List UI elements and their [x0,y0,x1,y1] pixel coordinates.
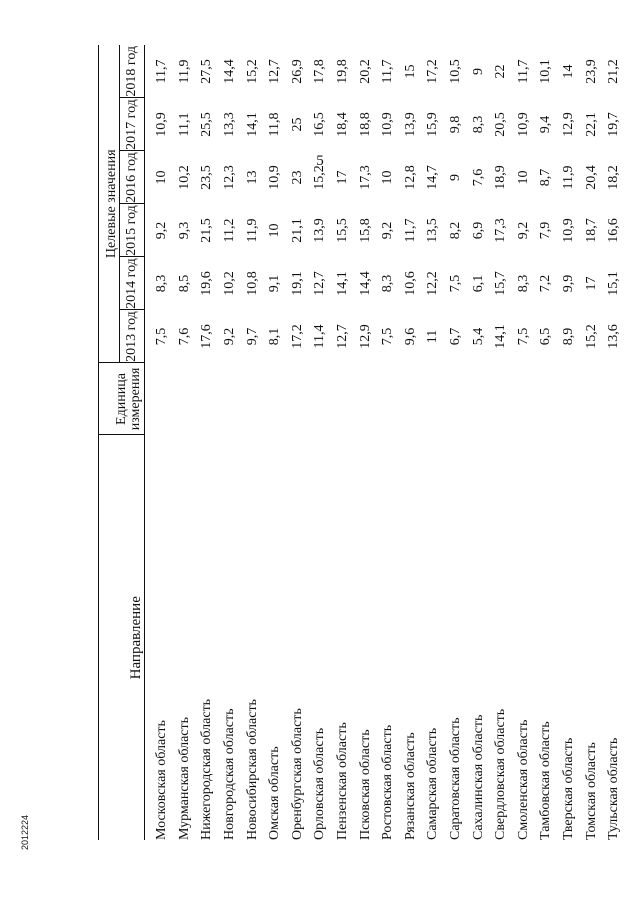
region-name: Томская область [583,742,599,840]
target-value-cell: 15,9 [425,112,441,137]
target-value-cell: 10,2 [176,165,192,190]
target-value-cell: 19,8 [335,59,351,84]
unit-cell [535,363,558,435]
target-value-cell: 10,9 [560,218,576,243]
target-value-cell: 14,1 [244,112,260,137]
target-value-cell: 17,3 [357,165,373,190]
region-name: Саратовская область [448,717,464,840]
target-value-cell: 9,2 [515,221,531,240]
target-value-cell: 9 [448,174,464,181]
target-value-cell: 10,8 [244,271,260,296]
region-name: Омская область [267,746,283,840]
target-value-cell: 19,6 [199,271,215,296]
region-name: Сахалинская область [470,714,486,840]
target-value-cell: 9,2 [154,221,170,240]
target-value-cell: 13,5 [425,218,441,243]
target-value-cell: 8,3 [380,274,396,293]
region-name: Псковская область [357,729,373,840]
target-value-cell: 27,5 [199,59,215,84]
target-value-cell: 5,4 [470,327,486,346]
region-name: Тульская область [606,737,622,840]
region-name: Свердловская область [493,708,509,840]
target-value-cell: 21,2 [606,59,622,84]
target-value-cell: 11,4 [312,324,328,349]
target-value-cell: 16,6 [606,218,622,243]
target-value-cell: 9 [470,68,486,75]
target-value-cell: 10,9 [267,165,283,190]
target-value-cell: 26,9 [289,59,305,84]
target-value-cell: 7,6 [176,327,192,346]
target-value-cell: 18,7 [583,218,599,243]
target-value-cell: 15,1 [606,271,622,296]
target-value-cell: 17,6 [199,324,215,349]
year-header: 2015 год [120,204,145,257]
target-value-cell: 9,2 [380,221,396,240]
region-name: Оренбургская область [289,708,305,840]
year-header: 2014 год [120,257,145,310]
table-row [174,45,197,840]
target-value-cell: 8,7 [538,168,554,187]
target-value-cell: 17,8 [312,59,328,84]
table-row [580,45,603,840]
target-value-cell: 10,9 [380,112,396,137]
target-value-cell: 18,9 [493,165,509,190]
region-name: Новосибирская область [244,699,260,840]
target-value-cell: 15,2 [244,59,260,84]
target-value-cell: 6,5 [538,327,554,346]
region-name: Орловская область [312,727,328,840]
year-header: 2013 год [120,310,145,363]
table-row [467,45,490,840]
target-value-cell: 11,7 [515,59,531,84]
target-value-cell: 7,6 [470,168,486,187]
target-value-cell: 8,1 [267,327,283,346]
target-value-cell: 8,9 [560,327,576,346]
target-value-cell: 9,7 [244,327,260,346]
unit-cell [603,363,626,435]
table-row [145,45,174,840]
target-value-cell: 13,9 [402,112,418,137]
unit-cell [445,363,468,435]
table-body [145,45,626,840]
target-value-cell: 25,5 [199,112,215,137]
target-value-cell: 15,8 [357,218,373,243]
table-row [354,45,377,840]
target-value-cell: 20,4 [583,165,599,190]
target-value-cell: 11,7 [154,59,170,84]
target-value-cell: 9,8 [448,115,464,134]
target-value-cell: 11,9 [560,165,576,190]
target-value-cell: 9,6 [402,327,418,346]
target-value-cell: 12,7 [267,59,283,84]
target-value-cell: 21,5 [199,218,215,243]
target-value-cell: 12,3 [222,165,238,190]
target-value-cell: 6,1 [470,274,486,293]
unit-cell [174,363,197,435]
column-header-direction: Направление [99,435,145,840]
table-row [377,45,400,840]
region-name: Самарская область [425,727,441,840]
target-value-cell: 14,1 [493,324,509,349]
table-row [219,45,242,840]
target-value-cell: 7,5 [515,327,531,346]
target-value-cell: 18,8 [357,112,373,137]
unit-cell [422,363,445,435]
column-header-unit: Единица измерения [99,363,145,435]
target-value-cell: 25 [289,117,305,132]
document-code: 2012224 [20,814,30,850]
target-value-cell: 13,9 [312,218,328,243]
target-value-cell: 13,3 [222,112,238,137]
region-name: Московская область [154,720,170,840]
target-value-cell: 7,5 [448,274,464,293]
unit-cell [513,363,536,435]
target-value-cell: 15,5 [335,218,351,243]
target-value-cell: 11,7 [380,59,396,84]
unit-cell [145,363,174,435]
target-value-cell: 23,5 [199,165,215,190]
unit-cell [219,363,242,435]
target-value-cell: 21,1 [289,218,305,243]
target-value-cell: 15,7 [493,271,509,296]
unit-cell [580,363,603,435]
target-value-cell: 10,9 [154,112,170,137]
target-value-cell: 10 [515,170,531,185]
target-value-cell: 8,3 [470,115,486,134]
target-value-cell: 6,9 [470,221,486,240]
target-value-cell: 9,2 [222,327,238,346]
year-header: 2016 год [120,151,145,204]
target-value-cell: 10,2 [222,271,238,296]
target-value-cell: 7,5 [154,327,170,346]
region-name: Ростовская область [380,724,396,840]
table-row [309,45,332,840]
year-header: 2017 год [120,98,145,151]
target-value-cell: 8,2 [448,221,464,240]
table-row [445,45,468,840]
target-value-cell: 10,6 [402,271,418,296]
target-value-cell: 9,4 [538,115,554,134]
target-value-cell: 11,9 [176,59,192,84]
table-row [422,45,445,840]
target-value-cell: 22 [493,64,509,79]
table-row [490,45,513,840]
table-row [513,45,536,840]
target-value-cell: 17 [583,276,599,291]
target-value-cell: 10 [267,223,283,238]
target-value-cell: 16,5 [312,112,328,137]
target-value-cell: 14,1 [335,271,351,296]
region-name: Нижегородская область [199,698,215,840]
target-value-cell: 17,3 [493,218,509,243]
unit-cell [309,363,332,435]
target-values-table [98,45,625,840]
target-value-cell: 13,6 [606,324,622,349]
target-value-cell: 18,4 [335,112,351,137]
year-header: 2018 год [120,45,145,98]
target-value-cell: 20,2 [357,59,373,84]
region-name: Смоленская область [515,719,531,840]
target-value-cell: 12,9 [560,112,576,137]
target-value-cell: 10,5 [448,59,464,84]
unit-cell [354,363,377,435]
target-value-cell: 11,7 [402,218,418,243]
target-value-cell: 12,7 [312,271,328,296]
target-value-cell: 7,2 [538,274,554,293]
unit-cell [264,363,287,435]
target-value-cell: 8,5 [176,274,192,293]
target-value-cell: 7,9 [538,221,554,240]
target-value-cell: 12,7 [335,324,351,349]
target-value-cell: 10 [154,170,170,185]
page-number: 5 [316,153,324,169]
table-row [558,45,581,840]
target-value-cell: 14,4 [222,59,238,84]
unit-cell [377,363,400,435]
target-value-cell: 17,2 [425,59,441,84]
target-value-cell: 20,5 [493,112,509,137]
target-value-cell: 19,1 [289,271,305,296]
unit-cell [196,363,219,435]
region-name: Мурманская область [176,716,192,840]
target-value-cell: 22,1 [583,112,599,137]
unit-cell [241,363,264,435]
target-value-cell: 9,9 [560,274,576,293]
target-value-cell: 8,3 [515,274,531,293]
region-name: Тамбовская область [538,721,554,840]
unit-cell [467,363,490,435]
target-value-cell: 9,3 [176,221,192,240]
target-value-cell: 11 [425,329,441,344]
table-row [196,45,219,840]
table-row [603,45,626,840]
target-value-cell: 15,2 [583,324,599,349]
target-value-cell: 8,3 [154,274,170,293]
target-value-cell: 10,1 [538,59,554,84]
target-value-cell: 12,8 [402,165,418,190]
table-row [264,45,287,840]
target-value-cell: 19,7 [606,112,622,137]
target-value-cell: 14 [560,64,576,79]
target-value-cell: 23 [289,170,305,185]
target-value-cell: 15,2 [312,165,328,190]
rotated-table-container [98,45,622,840]
table-row [241,45,264,840]
target-value-cell: 14,4 [357,271,373,296]
target-value-cell: 11,2 [222,218,238,243]
unit-cell [332,363,355,435]
target-value-cell: 11,9 [244,218,260,243]
table-row [400,45,423,840]
target-value-cell: 12,9 [357,324,373,349]
target-value-cell: 17,2 [289,324,305,349]
target-value-cell: 17 [335,170,351,185]
target-value-cell: 6,7 [448,327,464,346]
target-value-cell: 11,8 [267,112,283,137]
region-name: Пензенская область [335,722,351,840]
unit-cell [490,363,513,435]
region-name: Новгородская область [222,708,238,840]
target-value-cell: 13 [244,170,260,185]
column-header-target-values: Целевые значения [99,45,120,363]
region-name: Тверская область [560,737,576,840]
target-value-cell: 14,7 [425,165,441,190]
region-name: Рязанская область [402,732,418,840]
target-value-cell: 10,9 [515,112,531,137]
target-value-cell: 15 [402,64,418,79]
unit-cell [400,363,423,435]
target-value-cell: 23,9 [583,59,599,84]
table-row [287,45,310,840]
target-value-cell: 12,2 [425,271,441,296]
table-row [332,45,355,840]
target-value-cell: 9,1 [267,274,283,293]
target-value-cell: 10 [380,170,396,185]
target-value-cell: 18,2 [606,165,622,190]
target-value-cell: 7,5 [380,327,396,346]
unit-cell [287,363,310,435]
table-row [535,45,558,840]
target-value-cell: 11,1 [176,112,192,137]
unit-cell [558,363,581,435]
